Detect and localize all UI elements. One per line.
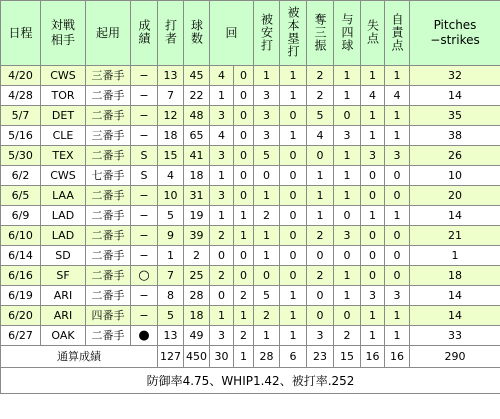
innings-full-cell: 3 [210,106,234,126]
opponent-cell: DET [41,106,86,126]
pitches-strikes-cell: 38 [410,126,500,146]
runs-cell: 0 [361,246,385,266]
pitches-strikes-cell: 20 [410,186,500,206]
earned-runs-cell: 0 [385,266,410,286]
pitch-count-cell: 18 [184,306,210,326]
opponent-cell: ARI [41,306,86,326]
opponent-cell: CWS [41,66,86,86]
total-home-runs: 6 [280,346,307,368]
hits-cell: 5 [254,286,280,306]
walks-cell: 2 [334,326,361,346]
walks-cell: 1 [334,186,361,206]
earned-runs-cell: 1 [385,66,410,86]
walks-cell: 1 [334,286,361,306]
game-row [1,186,500,206]
runs-cell: 1 [361,306,385,326]
result-cell: − [131,206,158,226]
strikeouts-cell: 4 [307,126,334,146]
role-cell: 二番手 [86,286,131,306]
role-cell: 二番手 [86,246,131,266]
game-row [1,86,500,106]
opponent-cell: SD [41,246,86,266]
home-runs-cell: 0 [280,186,307,206]
hits-cell: 5 [254,146,280,166]
batters-faced-cell: 13 [158,326,184,346]
total-innings-full: 30 [210,346,234,368]
pitch-count-cell: 48 [184,106,210,126]
earned-runs-cell: 0 [385,166,410,186]
header-result: 成績 [131,1,158,66]
innings-outs-cell: 2 [234,326,254,346]
earned-runs-cell: 4 [385,86,410,106]
summary-row [1,368,500,394]
batters-faced-cell: 7 [158,266,184,286]
pitches-strikes-cell: 14 [410,286,500,306]
pitches-strikes-cell: 14 [410,206,500,226]
date-cell: 6/9 [1,206,41,226]
pitch-count-cell: 41 [184,146,210,166]
pitches-strikes-cell: 35 [410,106,500,126]
home-runs-cell: 1 [280,326,307,346]
pitches-strikes-cell: 10 [410,166,500,186]
strikeouts-cell: 1 [307,186,334,206]
date-cell: 6/20 [1,306,41,326]
role-cell: 四番手 [86,306,131,326]
totals-label: 通算成績 [1,346,158,368]
header-row [1,1,500,66]
header-role: 起用 [86,1,131,66]
walks-cell: 3 [334,226,361,246]
innings-outs-cell: 1 [234,206,254,226]
date-cell: 6/16 [1,266,41,286]
opponent-cell: OAK [41,326,86,346]
hits-cell: 0 [254,266,280,286]
date-cell: 6/10 [1,226,41,246]
pitch-count-cell: 2 [184,246,210,266]
runs-cell: 3 [361,146,385,166]
strikeouts-cell: 0 [307,286,334,306]
opponent-cell: TOR [41,86,86,106]
role-cell: 二番手 [86,106,131,126]
strikeouts-cell: 1 [307,206,334,226]
game-row [1,266,500,286]
header-walks: 与四球 [334,1,361,66]
runs-cell: 4 [361,86,385,106]
strikeouts-cell: 3 [307,326,334,346]
earned-runs-cell: 3 [385,146,410,166]
strikeouts-cell: 5 [307,106,334,126]
runs-cell: 1 [361,106,385,126]
opponent-cell: LAA [41,186,86,206]
game-row [1,286,500,306]
total-pitches-strikes: 290 [410,346,500,368]
result-cell: − [131,286,158,306]
walks-cell: 0 [334,106,361,126]
opponent-cell: LAD [41,206,86,226]
header-runs: 失点 [361,1,385,66]
pitch-count-cell: 65 [184,126,210,146]
role-cell: 三番手 [86,66,131,86]
pitch-count-cell: 39 [184,226,210,246]
pitches-strikes-cell: 33 [410,326,500,346]
game-row [1,206,500,226]
header-earned-runs: 自責点 [385,1,410,66]
total-hits: 28 [254,346,280,368]
hits-cell: 3 [254,126,280,146]
opponent-cell: LAD [41,226,86,246]
total-strikeouts: 23 [307,346,334,368]
date-cell: 6/19 [1,286,41,306]
home-runs-cell: 1 [280,86,307,106]
runs-cell: 0 [361,266,385,286]
walks-cell: 1 [334,86,361,106]
header-batters-faced: 打者 [158,1,184,66]
walks-cell: 0 [334,246,361,266]
strikeouts-cell: 0 [307,146,334,166]
walks-cell: 3 [334,126,361,146]
innings-full-cell: 1 [210,166,234,186]
pitches-strikes-cell: 14 [410,86,500,106]
innings-outs-cell: 0 [234,246,254,266]
innings-full-cell: 2 [210,266,234,286]
pitch-count-cell: 22 [184,86,210,106]
role-cell: 三番手 [86,126,131,146]
runs-cell: 0 [361,166,385,186]
hits-cell: 0 [254,166,280,186]
home-runs-cell: 0 [280,106,307,126]
earned-runs-cell: 0 [385,186,410,206]
total-runs: 16 [361,346,385,368]
role-cell: 七番手 [86,166,131,186]
innings-outs-cell: 1 [234,226,254,246]
header-innings: 回 [210,1,254,66]
hits-cell: 1 [254,226,280,246]
hits-cell: 1 [254,66,280,86]
innings-outs-cell: 0 [234,166,254,186]
earned-runs-cell: 1 [385,206,410,226]
hits-cell: 1 [254,246,280,266]
innings-outs-cell: 0 [234,266,254,286]
home-runs-cell: 1 [280,66,307,86]
result-cell: − [131,86,158,106]
batters-faced-cell: 18 [158,126,184,146]
pitches-strikes-cell: 21 [410,226,500,246]
pitches-strikes-cell: 14 [410,306,500,326]
result-cell: ● [131,326,158,346]
total-batters-faced: 127 [158,346,184,368]
strikeouts-cell: 0 [307,246,334,266]
batters-faced-cell: 5 [158,206,184,226]
strikeouts-cell: 0 [307,306,334,326]
batters-faced-cell: 4 [158,166,184,186]
innings-full-cell: 0 [210,246,234,266]
game-row [1,146,500,166]
home-runs-cell: 1 [280,306,307,326]
role-cell: 二番手 [86,186,131,206]
result-cell: − [131,126,158,146]
strikeouts-cell: 1 [307,166,334,186]
result-cell: S [131,146,158,166]
pitch-count-cell: 45 [184,66,210,86]
innings-outs-cell: 0 [234,186,254,206]
header-home-runs: 被本塁打 [280,1,307,66]
total-innings-outs: 1 [234,346,254,368]
date-cell: 5/7 [1,106,41,126]
game-row [1,226,500,246]
home-runs-cell: 0 [280,226,307,246]
game-row [1,106,500,126]
batters-faced-cell: 5 [158,306,184,326]
runs-cell: 1 [361,326,385,346]
earned-runs-cell: 1 [385,106,410,126]
hits-cell: 1 [254,326,280,346]
earned-runs-cell: 1 [385,326,410,346]
pitches-strikes-cell: 1 [410,246,500,266]
result-cell: − [131,186,158,206]
strikeouts-cell: 2 [307,86,334,106]
pitch-count-cell: 18 [184,166,210,186]
role-cell: 二番手 [86,206,131,226]
game-row [1,306,500,326]
innings-outs-cell: 0 [234,86,254,106]
date-cell: 6/5 [1,186,41,206]
pitches-strikes-cell: 32 [410,66,500,86]
totals-row [1,346,500,368]
earned-runs-cell: 1 [385,306,410,326]
innings-full-cell: 3 [210,326,234,346]
walks-cell: 0 [334,306,361,326]
date-cell: 4/28 [1,86,41,106]
earned-runs-cell: 1 [385,126,410,146]
innings-outs-cell: 0 [234,146,254,166]
game-row [1,326,500,346]
total-earned-runs: 16 [385,346,410,368]
innings-outs-cell: 0 [234,106,254,126]
innings-full-cell: 4 [210,66,234,86]
opponent-cell: CLE [41,126,86,146]
game-row [1,246,500,266]
home-runs-cell: 0 [280,146,307,166]
total-pitch-count: 450 [184,346,210,368]
game-row [1,126,500,146]
earned-runs-cell: 0 [385,246,410,266]
runs-cell: 0 [361,226,385,246]
header-opponent: 対戦 相手 [41,1,86,66]
pitch-count-cell: 49 [184,326,210,346]
batters-faced-cell: 9 [158,226,184,246]
runs-cell: 1 [361,206,385,226]
innings-full-cell: 3 [210,146,234,166]
opponent-cell: TEX [41,146,86,166]
date-cell: 5/16 [1,126,41,146]
opponent-cell: SF [41,266,86,286]
runs-cell: 1 [361,126,385,146]
runs-cell: 3 [361,286,385,306]
batters-faced-cell: 13 [158,66,184,86]
header-hits: 被安打 [254,1,280,66]
batters-faced-cell: 1 [158,246,184,266]
pitch-count-cell: 31 [184,186,210,206]
innings-outs-cell: 0 [234,126,254,146]
result-cell: − [131,106,158,126]
hits-cell: 1 [254,186,280,206]
hits-cell: 3 [254,106,280,126]
home-runs-cell: 0 [280,266,307,286]
batters-faced-cell: 15 [158,146,184,166]
runs-cell: 1 [361,66,385,86]
earned-runs-cell: 0 [385,226,410,246]
innings-outs-cell: 0 [234,66,254,86]
result-cell: − [131,66,158,86]
total-walks: 15 [334,346,361,368]
role-cell: 二番手 [86,146,131,166]
innings-full-cell: 4 [210,126,234,146]
batters-faced-cell: 8 [158,286,184,306]
earned-runs-cell: 3 [385,286,410,306]
walks-cell: 1 [334,166,361,186]
summary-stats: 防御率4.75、WHIP1.42、被打率.252 [1,368,500,394]
role-cell: 二番手 [86,86,131,106]
hits-cell: 3 [254,86,280,106]
strikeouts-cell: 2 [307,226,334,246]
innings-full-cell: 3 [210,186,234,206]
batters-faced-cell: 10 [158,186,184,206]
innings-full-cell: 1 [210,86,234,106]
walks-cell: 1 [334,266,361,286]
role-cell: 二番手 [86,226,131,246]
walks-cell: 1 [334,66,361,86]
role-cell: 二番手 [86,326,131,346]
innings-full-cell: 1 [210,206,234,226]
home-runs-cell: 1 [280,126,307,146]
innings-outs-cell: 2 [234,286,254,306]
date-cell: 4/20 [1,66,41,86]
pitches-strikes-cell: 26 [410,146,500,166]
result-cell: − [131,246,158,266]
opponent-cell: CWS [41,166,86,186]
role-cell: 二番手 [86,266,131,286]
pitch-count-cell: 25 [184,266,210,286]
date-cell: 6/27 [1,326,41,346]
header-strikeouts: 奪三振 [307,1,334,66]
batters-faced-cell: 7 [158,86,184,106]
home-runs-cell: 0 [280,246,307,266]
result-cell: − [131,226,158,246]
walks-cell: 0 [334,206,361,226]
runs-cell: 0 [361,186,385,206]
game-row [1,66,500,86]
opponent-cell: ARI [41,286,86,306]
date-cell: 5/30 [1,146,41,166]
game-row [1,166,500,186]
innings-full-cell: 0 [210,286,234,306]
batters-faced-cell: 12 [158,106,184,126]
home-runs-cell: 1 [280,286,307,306]
pitch-count-cell: 19 [184,206,210,226]
strikeouts-cell: 2 [307,266,334,286]
home-runs-cell: 0 [280,206,307,226]
walks-cell: 1 [334,146,361,166]
home-runs-cell: 0 [280,166,307,186]
innings-full-cell: 1 [210,306,234,326]
header-pitches-strikes: Pitches −strikes [410,1,500,66]
hits-cell: 2 [254,306,280,326]
result-cell: − [131,306,158,326]
innings-outs-cell: 1 [234,306,254,326]
pitches-strikes-cell: 18 [410,266,500,286]
pitch-count-cell: 28 [184,286,210,306]
date-cell: 6/14 [1,246,41,266]
date-cell: 6/2 [1,166,41,186]
result-cell: ○ [131,266,158,286]
header-pitch-count: 球数 [184,1,210,66]
result-cell: S [131,166,158,186]
hits-cell: 2 [254,206,280,226]
strikeouts-cell: 2 [307,66,334,86]
innings-full-cell: 2 [210,226,234,246]
header-date: 日程 [1,1,41,66]
